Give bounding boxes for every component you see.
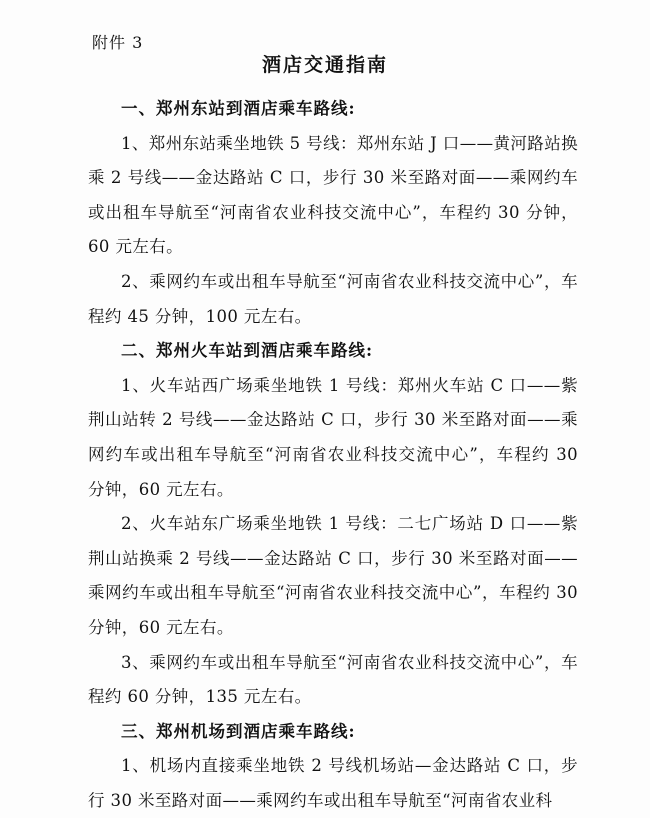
section-heading-jichang: 三、郑州机场到酒店乘车路线: xyxy=(121,721,356,741)
paragraph: 1、火车站西广场乘坐地铁 1 号线：郑州火车站 C 口——紫荆山站转 2 号线——金达路站 C 口，步行 30 米至路对面——乘网约车或出租车导航至“河南省农业科技交流中心”，车程约 30 分钟，60 元左右。 xyxy=(88,375,578,499)
page-title: 酒店交通指南 xyxy=(261,54,388,76)
paragraph: 3、乘网约车或出租车导航至“河南省农业科技交流中心”，车程约 60 分钟，135 元左右。 xyxy=(88,652,578,707)
section-heading-huochezhan: 二、郑州火车站到酒店乘车路线: xyxy=(121,341,374,361)
paragraph: 2、火车站东广场乘坐地铁 1 号线：二七广场站 D 口——紫荆山站换乘 2 号线——金达路站 C 口，步行 30 米至路对面——乘网约车或出租车导航至“河南省农业科技交流中心”，车程约 30 分钟，60 元左右。 xyxy=(88,514,578,637)
paragraph: 2、乘网约车或出租车导航至“河南省农业科技交流中心”，车程约 45 分钟，100 元左右。 xyxy=(88,271,578,326)
paragraph: 1、郑州东站乘坐地铁 5 号线：郑州东站 J 口——黄河路站换乘 2 号线——金达路站 C 口，步行 30 米至路对面——乘网约车或出租车导航至“河南省农业科技交流中心”，车程约 30 分钟，60 元左右。 xyxy=(88,133,578,257)
paragraph: 1、机场内直接乘坐地铁 2 号线机场站—金达路站 C 口，步行 30 米至路对面——乘网约车或出租车导航至“河南省农业科 xyxy=(88,756,578,810)
section-heading-dongzhan: 一、郑州东站到酒店乘车路线: xyxy=(121,99,356,118)
attachment-label: 附件 3 xyxy=(92,33,144,52)
document-body xyxy=(88,92,578,818)
